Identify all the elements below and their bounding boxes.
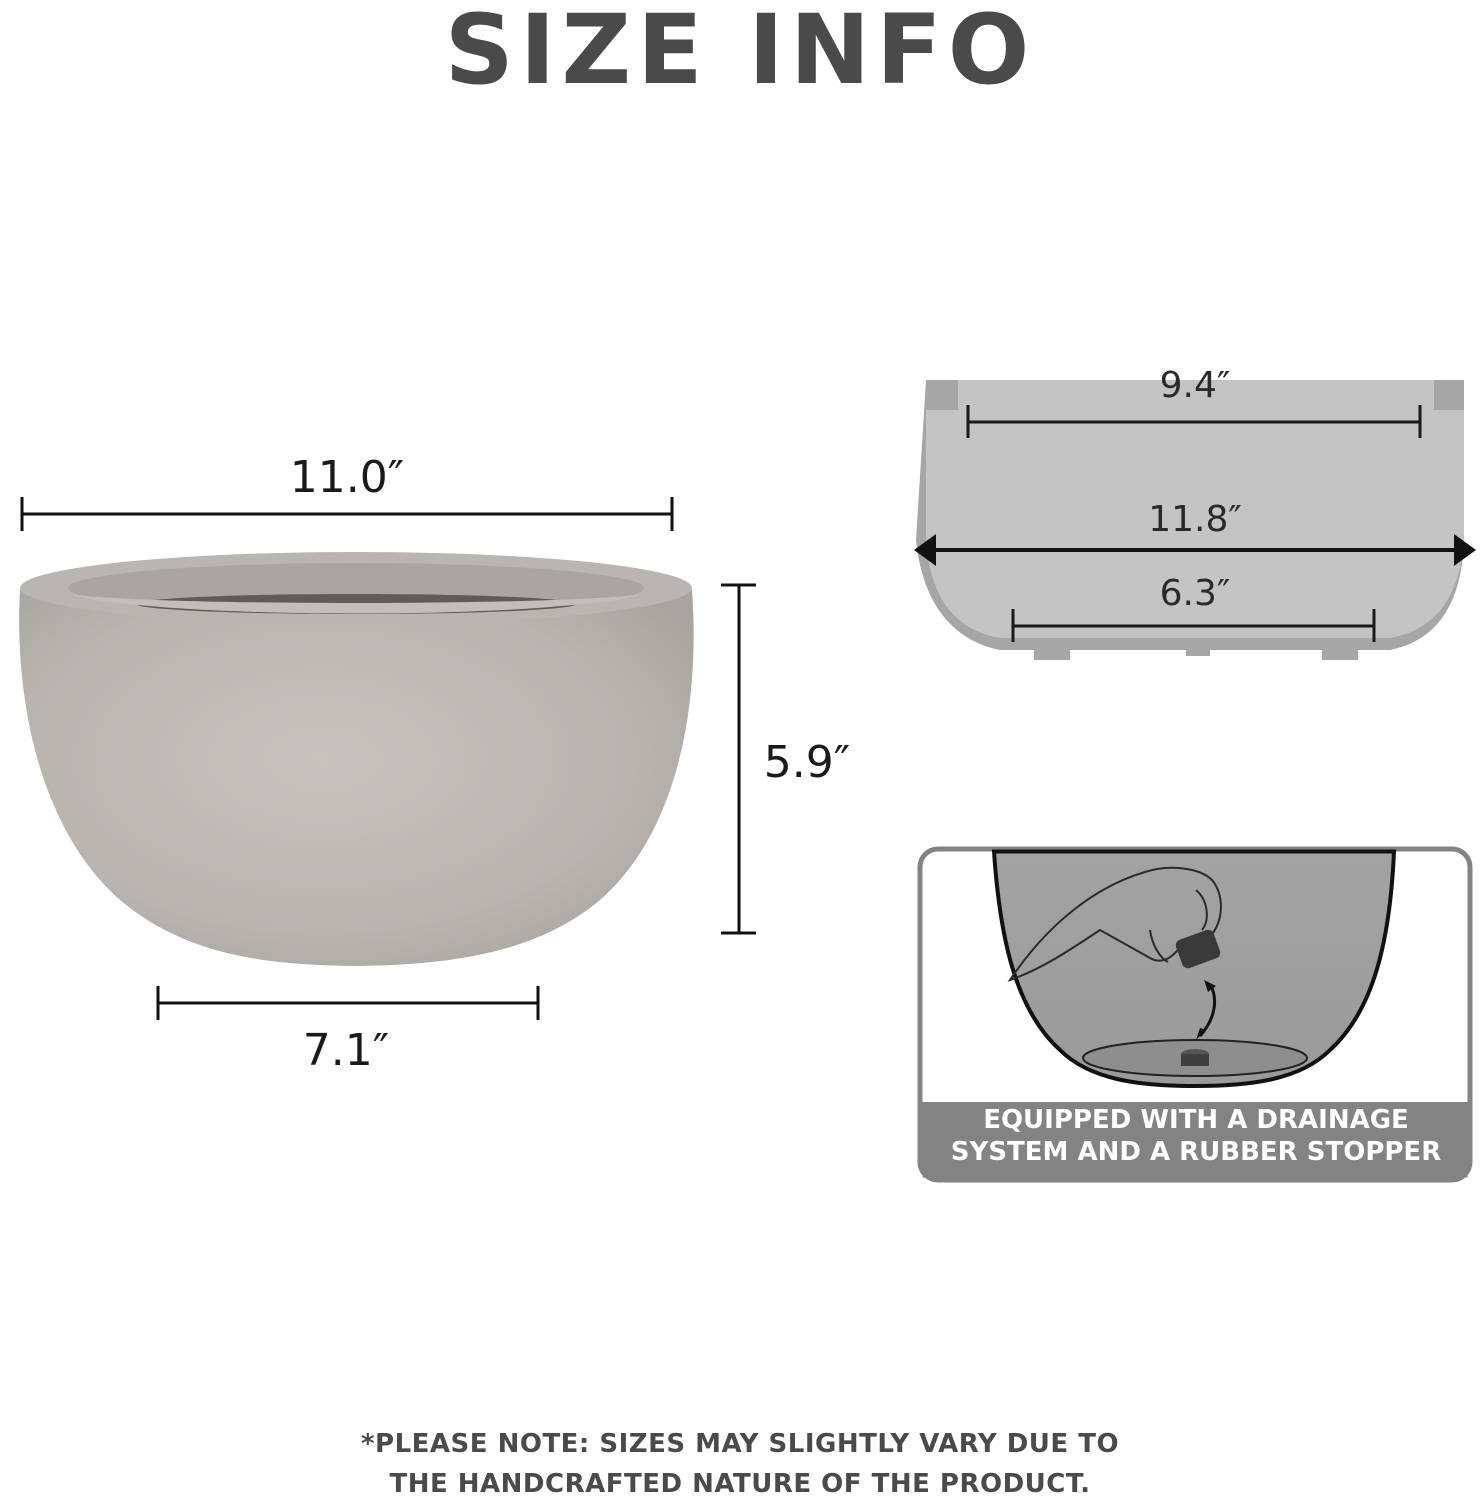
drainage-caption — [922, 1104, 1470, 1180]
top-width-label: 11.0″ — [289, 452, 405, 503]
drainage-caption-line2: SYSTEM AND A RUBBER STOPPER — [950, 1137, 1442, 1167]
size-note-line2: THE HANDCRAFTED NATURE OF THE PRODUCT. — [389, 1469, 1091, 1499]
height-dimension-line — [721, 585, 756, 933]
max-width-label: 11.8″ — [1148, 499, 1242, 540]
size-note — [0, 1424, 1480, 1504]
page-title: SIZE INFO — [444, 0, 1036, 106]
bottom-width-label: 7.1″ — [302, 1025, 390, 1076]
drainage-caption-line1: EQUIPPED WITH A DRAINAGE — [983, 1105, 1409, 1135]
bottom-width-dimension-line — [158, 986, 538, 1020]
height-label: 5.9″ — [763, 737, 851, 788]
planter-bowl-photo — [19, 552, 693, 966]
base-width-label: 6.3″ — [1159, 573, 1231, 614]
size-note-line1: *PLEASE NOTE: SIZES MAY SLIGHTLY VARY DUE TO — [360, 1429, 1120, 1459]
inner-width-label: 9.4″ — [1159, 365, 1231, 406]
